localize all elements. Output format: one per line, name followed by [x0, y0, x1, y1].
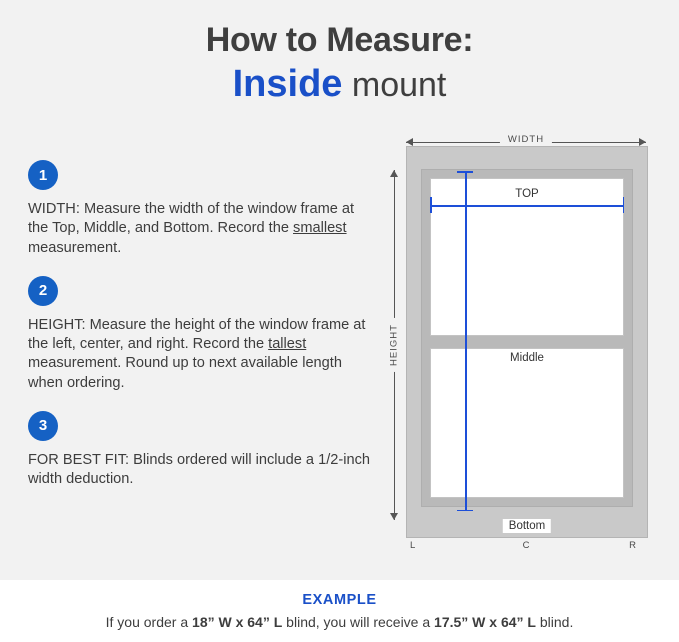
axis-letter-center: C — [522, 540, 530, 551]
step-badge-3: 3 — [28, 411, 58, 441]
title-line-1: How to Measure: — [205, 21, 474, 59]
step-body-2b: measurement. Round up to next available length when ordering. — [28, 355, 342, 391]
window-pane-top — [430, 178, 624, 336]
example-footer — [0, 580, 679, 642]
title-accent-word: Inside — [232, 63, 343, 106]
step-label-2: HEIGHT: — [28, 316, 86, 333]
step-body-1a: Measure the width of the window frame at the Top, Middle, and Bottom. Record the — [28, 201, 355, 237]
window-diagram — [378, 128, 660, 558]
measure-tick-width-left — [430, 197, 432, 213]
height-arrow-top-head-icon — [390, 170, 398, 177]
steps-list — [28, 160, 373, 507]
list-item — [28, 411, 373, 490]
width-arrow-left-head-icon — [406, 138, 413, 146]
step-body-1b: measurement. — [28, 239, 122, 256]
height-arrow-bottom-head-icon — [390, 513, 398, 520]
example-middle: blind, you will receive a — [282, 614, 435, 630]
window-frame-inner — [421, 169, 633, 507]
frame-label-middle: Middle — [504, 351, 550, 365]
step-emphasis-1: smallest — [293, 220, 347, 237]
list-item — [28, 160, 373, 258]
title-rest-word: mount — [342, 66, 447, 105]
step-text-1 — [28, 200, 373, 258]
measure-tick-height-bottom — [457, 510, 473, 512]
axis-letter-left: L — [410, 540, 416, 551]
step-text-3 — [28, 451, 373, 490]
measure-line-height — [465, 171, 467, 511]
axis-letter-right: R — [629, 540, 636, 551]
step-body-3a: Blinds ordered will include a 1/2-inch width deduction. — [28, 451, 371, 487]
step-text-2 — [28, 316, 373, 393]
step-label-1: WIDTH: — [28, 201, 80, 217]
frame-axis-letters — [406, 540, 646, 556]
list-item — [28, 276, 373, 393]
window-frame — [406, 146, 648, 538]
step-label-3: FOR BEST FIT: — [28, 451, 130, 468]
measure-line-width — [430, 205, 624, 207]
width-dimension-label: WIDTH — [500, 134, 552, 145]
window-pane-bottom — [430, 348, 624, 498]
measure-tick-width-right — [623, 197, 625, 213]
measure-tick-height-top — [457, 171, 473, 173]
width-arrow-right-head-icon — [639, 138, 646, 146]
title-line-2 — [0, 61, 679, 109]
height-dimension-label: HEIGHT — [387, 318, 402, 372]
example-order-size: 18” W x 64” L — [192, 614, 283, 630]
height-dimension-arrow — [386, 170, 402, 520]
step-badge-2: 2 — [28, 276, 58, 306]
example-prefix: If you order a — [105, 614, 193, 630]
step-badge-1: 1 — [28, 160, 58, 190]
frame-label-bottom: Bottom — [503, 519, 551, 533]
example-suffix: blind. — [535, 614, 574, 630]
page-title — [0, 0, 679, 109]
step-body-2a: Measure the height of the window frame at the left, center, and right. Record the — [28, 316, 366, 352]
step-emphasis-2: tallest — [268, 336, 307, 352]
example-result-size: 17.5” W x 64” L — [434, 614, 536, 630]
example-text — [0, 614, 679, 630]
frame-label-top: TOP — [509, 187, 544, 201]
example-title: EXAMPLE — [302, 592, 377, 608]
